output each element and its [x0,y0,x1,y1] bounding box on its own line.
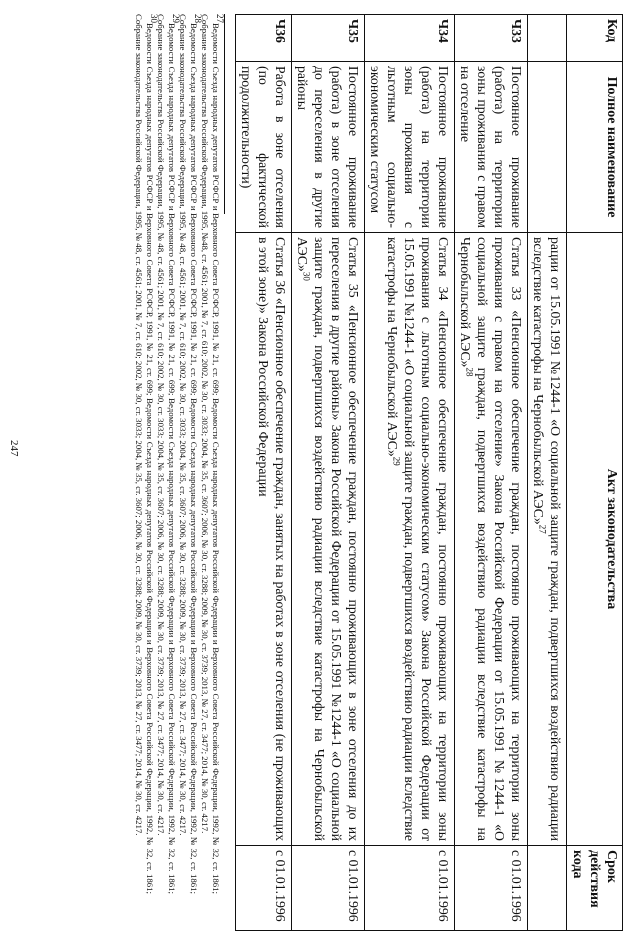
cell-code [528,15,567,62]
footnotes [133,14,225,894]
footnote: $^{28}$Ведомости Съезда народных депутатов РСФСР и Верховного Совета РСФСР, 1991, № 21, ст. 699; Ведомости Съезда народных депутатов Российской Федерации и Верховного Совета Российской Федерации, 1992, № 32, ст. 1861; Собрание законодательства Российской Федерации, 1995, № 48, ст. 4561; 2001, № 7, ст. 610; 2002, № 30, ст. 3033; 2004, № 35, ст. 3607; 2006, № 30, ст. 3288; 2009, № 30, ст. 3739; 2013, № 27, ст. 3477; 2014, № 30, ст. 4217. [178,14,203,894]
cell-date: с 01.01.1996 [236,846,292,931]
header-date: Срок действия кода [567,846,623,931]
table-row [236,15,292,931]
cell-name [528,62,567,233]
cell-act: рации от 15.05.1991 №1244-1 «О социальной защите граждан, подвергшихся воздействию радиации вследствие катастрофы на Чернобыльской АЭС»$^{27}$ [528,233,567,846]
cell-code: Ч35 [292,15,365,62]
header-act: Акт законодательства [567,233,623,846]
header-code: Код [567,15,623,62]
cell-act: Статья 35 «Пенсионное обеспечение граждан, постоянно проживающих в зоне отселения до их переселения в другие районы» Закона Российской Федерации от 15.05.1991 №1244-1 «О социальной защите граждан, подвергшихся воздействию радиации вследствие катастрофы на Чернобыльской АЭС»$^{30}$ [292,233,365,846]
table-row [455,15,528,931]
codes-table [235,14,623,931]
cell-date [528,846,567,931]
footnote-ref: 29 [391,456,402,466]
footnote-ref: 27 [537,524,548,534]
footnote: $^{29}$Ведомости Съезда народных депутатов РСФСР и Верховного Совета РСФСР, 1991, № 21, ст. 699; Ведомости Съезда народных депутатов Российской Федерации и Верховного Совета Российской Федерации, 1992, № 32, ст. 1861; Собрание законодательства Российской Федерации, 1995, № 48, ст. 4561; 2001, № 7, ст. 610; 2002, № 30, ст. 3033; 2004, № 35, ст. 3607; 2006, № 30, ст. 3288; 2009, № 30, ст. 3739; 2013, № 27, ст. 3477; 2014, № 30, ст. 4217. [156,14,181,894]
table-row-continuation [528,15,567,931]
cell-date: с 01.01.1996 [292,846,365,931]
footnote-divider [224,14,225,214]
cell-name: Постоянное проживание (работа) на территории зоны проживания с правом на отселение [455,62,528,233]
footnote: $^{27}$Ведомости Съезда народных депутатов РСФСР и Верховного Совета РСФСР, 1991, № 21, ст. 699; Ведомости Съезда народных депутатов Российской Федерации и Верховного Совета Российской Федерации, 1992, № 32, ст. 1861; Собрание законодательства Российской Федерации, 1995, №48, ст. 4561; 2001, № 7, ст. 610; 2002, № 30, ст. 3033; 2004, № 35, ст. 3607; 2006, № 30, ст. 3288; 2009, № 30, ст. 3739; 2013, № 27, ст. 3477; 2014, № 30, ст. 4217. [200,14,225,894]
cell-act: Статья 33 «Пенсионное обеспечение граждан, постоянно проживающих на территории зоны проживания с правом на отселение» Закона Российской Федерации от 15.05.1991 №1244-1 «О социальной защите граждан, подвергшихся воздействию радиации вследствие катастрофы на Чернобыльской АЭС»$^{28}$ [455,233,528,846]
table-row [292,15,365,931]
cell-date: с 01.01.1996 [365,846,455,931]
cell-code: Ч34 [365,15,455,62]
footnote-ref: 30 [301,271,312,281]
footnote-ref: 28 [464,367,475,377]
rotated-page-content [48,14,623,922]
cell-code: Ч36 [236,15,292,62]
footnote: $^{30}$Ведомости Съезда народных депутатов РСФСР и Верховного Совета РСФСР, 1991, № 21, ст. 699; Ведомости Съезда народных депутатов Российской Федерации и Верховного Совета Российской Федерации, 1992, № 32, ст. 1861; Собрание законодательства Российской Федерации, 1995, № 48, ст. 4561; 2001, № 7, ст. 610; 2002, № 30, ст. 3033; 2004, № 35, ст. 3607; 2006, № 30, ст. 3288; 2009, № 30, ст. 3739; 2013, № 27, ст. 3477; 2014, № 30, ст. 4217. [134,14,159,894]
page-number: 247 [8,440,20,457]
table-header-row [567,15,623,931]
cell-name: Постоянное проживание (работа) на территории зоны проживания с льготным социально-экономическим статусом [365,62,455,233]
cell-name: Работа в зоне отселения (по фактической продолжительности) [236,62,292,233]
cell-name: Постоянное проживание (работа) в зоне отселения до переселения в другие районы [292,62,365,233]
cell-code: Ч33 [455,15,528,62]
cell-date: с 01.01.1996 [455,846,528,931]
cell-act: Статья 36 «Пенсионное обеспечение граждан, занятых на работах в зоне отселения (не проживающих в этой зоне)» Закона Российской Федерации [236,233,292,846]
cell-act: Статья 34 «Пенсионное обеспечение граждан, постоянно проживающих на территории зоны проживания с льготным социально-экономическим статусом» Закона Российской Федерации от 15.05.1991 №1244-1 «О социальной защите граждан, подвергшихся воздействию радиации вследствие катастрофы на Чернобыльской АЭС»$^{29}$ [365,233,455,846]
table-row [365,15,455,931]
header-name: Полное наименование [567,62,623,233]
